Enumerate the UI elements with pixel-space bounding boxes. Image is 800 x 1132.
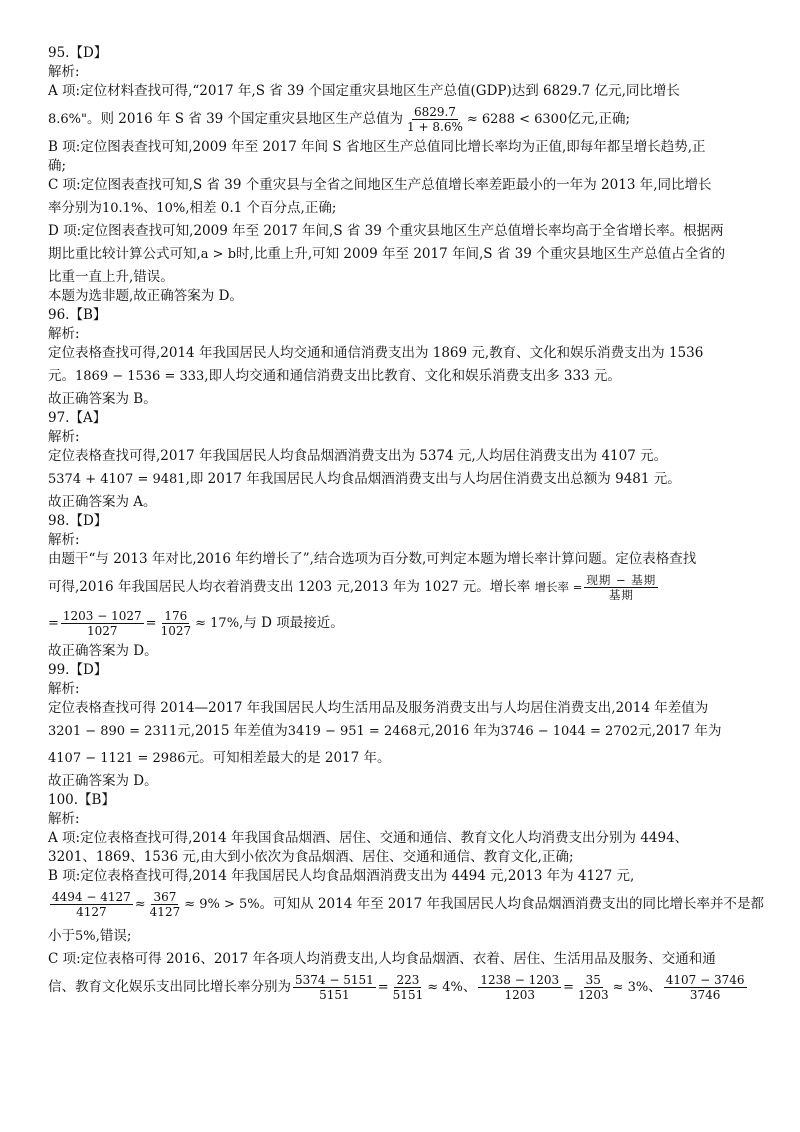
clothing-growth-fraction xyxy=(478,973,561,1002)
analysis-line-1: 由题干“与 2013 年对比,2016 年约增长了”,结合选项为百分数,可判定本题为增长率计算问题。定位表格查找 xyxy=(48,551,697,567)
diff-2014-math: 3201 − 890 = 2311 xyxy=(48,724,178,739)
option-a-text: 。则 2016 年 S 省 39 个国定重灾县地区生产总值为 xyxy=(87,111,404,127)
growth-fraction-1 xyxy=(50,890,133,919)
diff-2015-math: 3419 − 951 = 2468 xyxy=(287,724,418,739)
equals-sign: = xyxy=(563,980,575,995)
option-a-line-2: 3201、1869、1536 元,由大到小依次为食品烟酒、居住、交通和通信、教育文化,正确; xyxy=(48,849,574,865)
analysis-label: 解析: xyxy=(48,681,80,697)
fraction-denominator: 基期 xyxy=(608,588,634,602)
option-a-line-1: A 项:定位材料查找可得,“2017 年,S 省 39 个国定重灾县地区生产总值(GDP)达到 6829.7 亿元,同比增长 xyxy=(48,83,680,99)
equals-sign: = xyxy=(145,616,157,631)
inequality-math: a > b xyxy=(200,247,237,262)
conclusion: 故正确答案为 D。 xyxy=(48,773,158,789)
separator: 、 xyxy=(462,979,477,995)
option-d-line-1: D 项:定位图表查找可知,2009 年至 2017 年间,S 省 39 个重灾县地区生产总值增长率均高于全省增长率。根据两 xyxy=(48,223,724,239)
option-d-text: 期比重比较计算公式可知, xyxy=(48,246,201,262)
food-growth-simplified xyxy=(391,973,426,1002)
growth-fraction-1 xyxy=(61,609,144,638)
analysis-tail: ,即 2017 年我国居民人均食品烟酒消费支出与人均居住消费支出总额为 9481 元。 xyxy=(185,471,681,487)
fraction-denominator: 4127 xyxy=(76,905,107,919)
analysis-line-1: 定位表格查找可得 2014—2017 年我国居民人均生活用品及服务消费支出与人均居住消费支出,2014 年差值为 xyxy=(48,700,709,716)
option-c-line-2 xyxy=(48,195,760,222)
food-growth-fraction xyxy=(293,973,376,1002)
question-99-header: 99.【D】 xyxy=(48,662,108,678)
fraction-denominator: 1027 xyxy=(160,624,192,638)
question-100 xyxy=(48,791,765,1006)
fraction-denominator: 5151 xyxy=(392,988,424,1002)
option-c-line-2 xyxy=(48,969,760,1006)
option-b-line-2: 确; xyxy=(48,158,67,174)
fraction-numerator: 5374 − 5151 xyxy=(295,973,374,987)
question-97-header: 97.【A】 xyxy=(48,410,107,426)
option-c-line-1: C 项:定位图表查找可知,S 省 39 个重灾县与全省之间地区生产总值增长率差距最小的一年为 2013 年,同比增长 xyxy=(48,177,712,193)
comparison-math: ≈ 9% > 5% xyxy=(184,897,260,912)
conclusion: 本题为选非题,故正确答案为 D。 xyxy=(48,288,243,304)
option-c-text: 信、教育文化娱乐支出同比增长率分别为 xyxy=(48,979,291,995)
separator: 、 xyxy=(648,979,662,995)
option-b-text: 小于 xyxy=(48,928,75,944)
fraction-numerator: 35 xyxy=(585,973,601,987)
growth-fraction-2 xyxy=(148,890,183,919)
analysis-text: 可得,2016 年我国居民人均衣着消费支出 1203 元,2013 年为 1027 元。增长率 xyxy=(48,579,531,595)
analysis-line-3 xyxy=(48,745,760,772)
gdp-fraction xyxy=(405,105,465,134)
equals-sign: = xyxy=(377,980,389,995)
analysis-tail: ,即人均交通和通信消费支出比教育、文化和娱乐消费支出多 333 元。 xyxy=(204,368,621,384)
conclusion: 故正确答案为 D。 xyxy=(48,643,158,659)
option-b-line-1: B 项:定位表格查找可得,2014 年我国居民人均食品烟酒消费支出为 4494 元,2013 年为 4127 元, xyxy=(48,868,635,884)
fraction-denominator: 1203 xyxy=(578,988,609,1002)
threshold-math: 5% xyxy=(75,929,96,944)
option-c-line-1: C 项:定位表格可得 2016、2017 年各项人均消费支出,人均食品烟酒、衣着、居住、生活用品及服务、交通和通 xyxy=(48,951,716,967)
analysis-text: 元,2015 年差值为 xyxy=(177,723,288,739)
fraction-numerator: 现期 − 基期 xyxy=(586,573,657,587)
option-b-end: ,错误; xyxy=(95,928,132,944)
fraction-denominator: 1027 xyxy=(87,624,118,638)
question-96-header: 96.【B】 xyxy=(48,307,107,323)
question-95 xyxy=(48,44,760,306)
analysis-tail: 元。可知相差最大的是 2017 年。 xyxy=(185,750,391,766)
option-b-line-1: B 项:定位图表查找可知,2009 年至 2017 年间 S 省地区生产总值同比增长率均为正值,即每年都呈增长趋势,正 xyxy=(48,139,706,155)
equals-sign: = xyxy=(48,616,59,631)
option-d-tail: 时,比重上升,可知 2009 年至 2017 年间,S 省 39 个重灾县地区生产总值占全省的 xyxy=(236,246,726,262)
option-d-line-2 xyxy=(48,241,760,268)
analysis-text: 元,2017 年为 xyxy=(638,723,722,739)
sum-math: 5374 + 4107 = 9481 xyxy=(48,472,186,487)
fraction-numerator: 6829.7 xyxy=(413,105,456,119)
question-96 xyxy=(48,306,760,409)
fraction-numerator: 4107 − 3746 xyxy=(665,973,745,987)
fraction-denominator: 5151 xyxy=(319,988,350,1002)
option-a-tail: 亿元,正确; xyxy=(567,111,631,127)
option-b-tail: 。可知从 2014 年至 2017 年我国居民人均食品烟酒消费支出的同比增长率并不是都 xyxy=(259,896,765,912)
analysis-line-2 xyxy=(48,718,760,745)
housing-growth-fraction xyxy=(664,973,747,1002)
approx-result: ≈ 17% xyxy=(195,616,240,631)
approx-result: ≈ 3% xyxy=(612,980,649,995)
analysis-label: 解析: xyxy=(48,64,80,80)
question-99 xyxy=(48,661,760,791)
analysis-line-2 xyxy=(48,569,760,605)
fraction-denominator: 1 + 8.6% xyxy=(407,120,463,134)
question-100-header: 100.【B】 xyxy=(48,792,115,808)
growth-formula-label: 增长率 = xyxy=(534,580,583,594)
fraction-numerator: 176 xyxy=(164,609,188,623)
fraction-numerator: 367 xyxy=(153,890,177,904)
fraction-numerator: 4494 − 4127 xyxy=(52,890,131,904)
fraction-numerator: 1203 − 1027 xyxy=(62,609,142,623)
analysis-line-1: 定位表格查找可得,2014 年我国居民人均交通和通信消费支出为 1869 元,教育、文化和娱乐消费支出为 1536 xyxy=(48,345,704,361)
diff-2016-math: 3746 − 1044 = 2702 xyxy=(500,724,639,739)
answer-document xyxy=(48,44,765,1006)
analysis-line-2 xyxy=(48,363,760,390)
comparison-math: ≈ 6288 < 6300 xyxy=(466,112,568,127)
option-c-tail: ,相差 0.1 个百分点,正确; xyxy=(185,200,337,216)
option-b-line-3 xyxy=(48,923,760,950)
growth-fraction-2 xyxy=(159,609,194,638)
rates-math: 10.1%、10% xyxy=(102,201,186,216)
option-d-line-3: 比重一直上升,错误。 xyxy=(48,269,174,285)
option-a-line-1: A 项:定位表格查找可得,2014 年我国食品烟酒、居住、交通和通信、教育文化人均消费支出分别为 4494、 xyxy=(48,830,689,846)
analysis-line-1: 定位表格查找可得,2017 年我国居民人均食品烟酒消费支出为 5374 元,人均居住消费支出为 4107 元。 xyxy=(48,448,668,464)
fraction-numerator: 1238 − 1203 xyxy=(480,973,560,987)
option-a-line-2 xyxy=(48,101,760,138)
question-97 xyxy=(48,409,760,512)
analysis-label: 解析: xyxy=(48,532,80,548)
analysis-label: 解析: xyxy=(48,429,80,445)
difference-math: 1869 − 1536 = 333 xyxy=(75,369,205,384)
approx-result: ≈ 4% xyxy=(427,980,463,995)
analysis-line-3 xyxy=(48,605,760,642)
analysis-line-2 xyxy=(48,466,760,493)
clothing-growth-simplified xyxy=(576,973,611,1002)
analysis-label: 解析: xyxy=(48,326,80,342)
analysis-text: 元。 xyxy=(48,368,75,384)
question-98-header: 98.【D】 xyxy=(48,513,108,529)
conclusion: 故正确答案为 A。 xyxy=(48,494,157,510)
fraction-numerator: 223 xyxy=(396,973,420,987)
analysis-text: 元,2016 年为 xyxy=(417,723,501,739)
question-95-header: 95.【D】 xyxy=(48,45,108,61)
diff-2017-math: 4107 − 1121 = 2986 xyxy=(48,751,186,766)
fraction-denominator: 3746 xyxy=(689,988,721,1002)
conclusion: 故正确答案为 B。 xyxy=(48,391,157,407)
approx-sign: ≈ xyxy=(134,897,146,912)
fraction-denominator: 4127 xyxy=(149,905,181,919)
fraction-denominator: 1203 xyxy=(504,988,536,1002)
question-98 xyxy=(48,512,760,661)
growth-formula-fraction xyxy=(584,573,658,602)
option-b-line-2 xyxy=(48,886,765,923)
analysis-label: 解析: xyxy=(48,811,80,827)
option-c-text: 率分别为 xyxy=(48,200,102,216)
analysis-tail: ,与 D 项最接近。 xyxy=(239,615,344,631)
growth-rate-math: 8.6%" xyxy=(48,112,88,127)
